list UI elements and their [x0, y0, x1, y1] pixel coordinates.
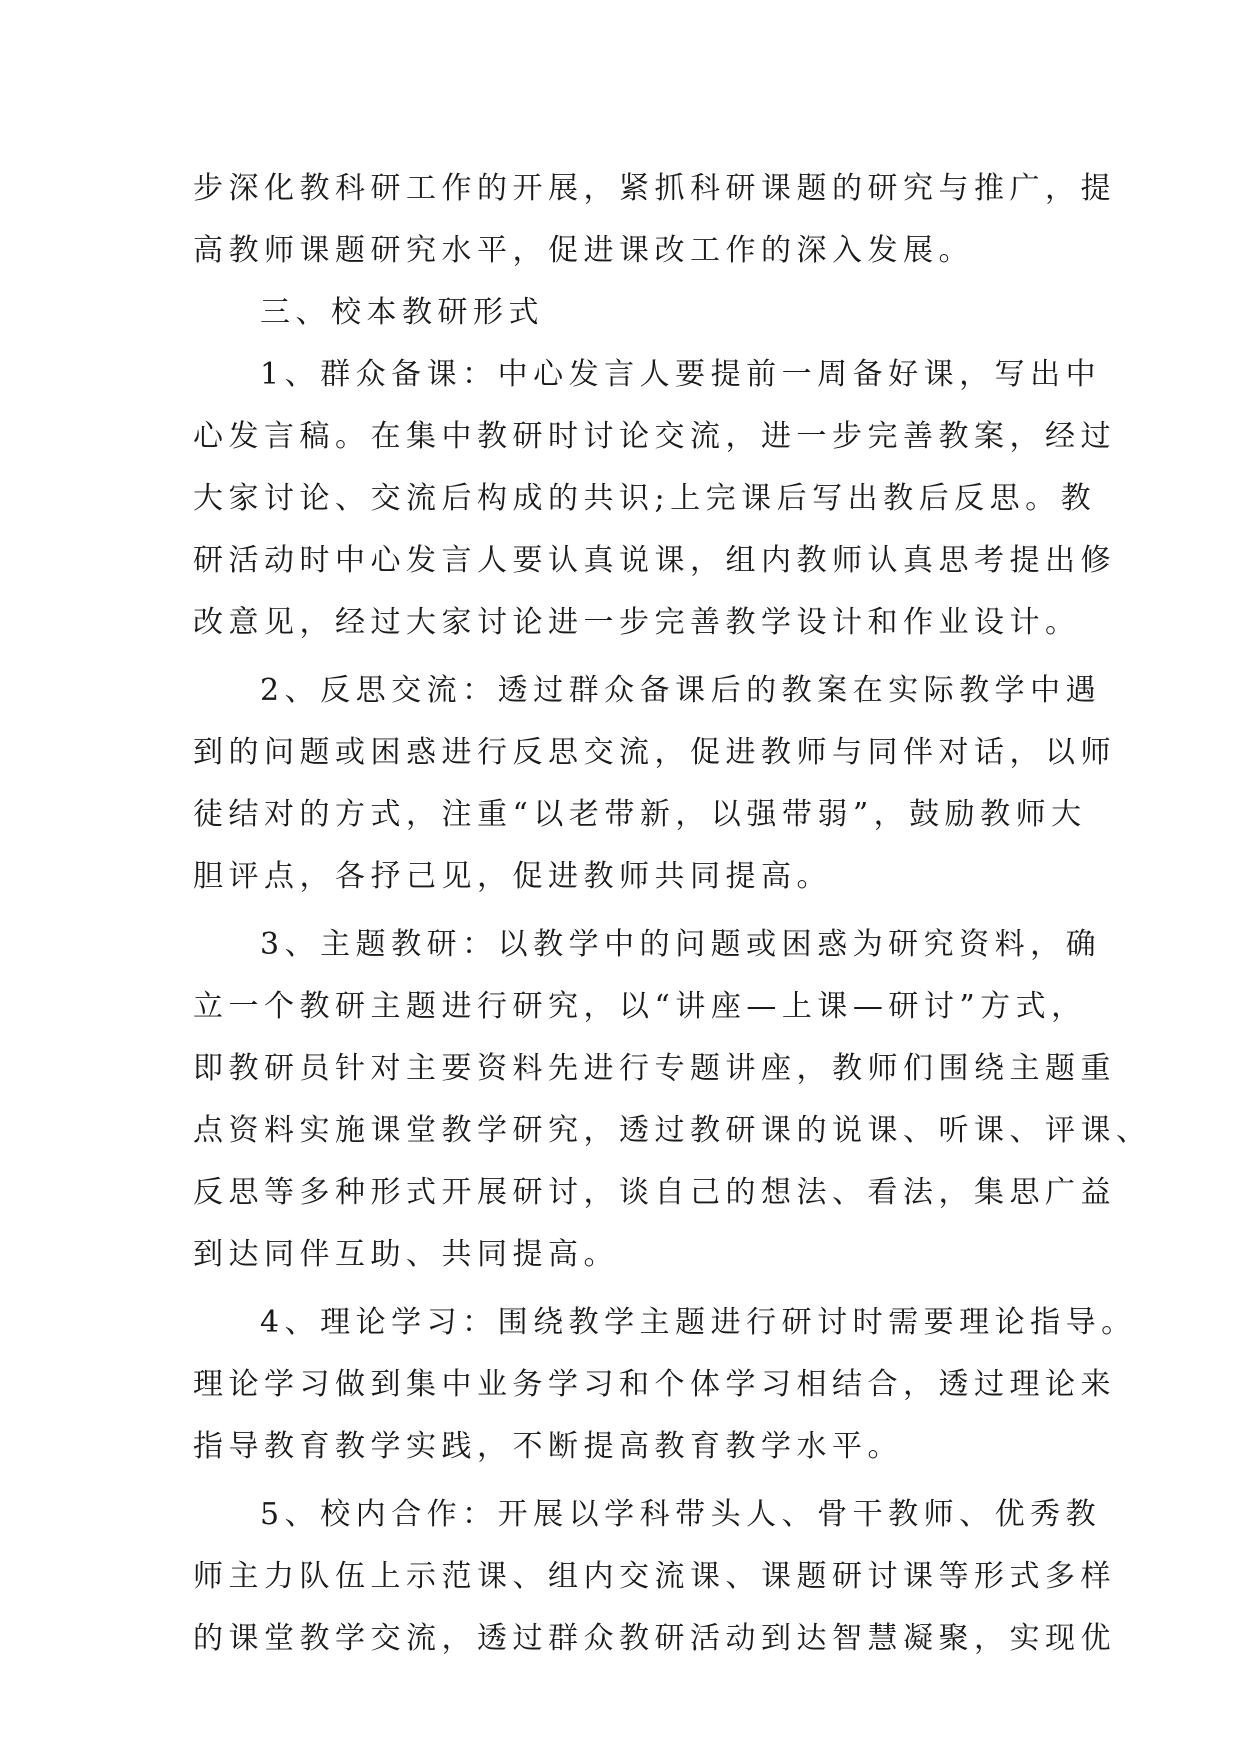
text-line: 胆评点，各抒己见，促进教师共同提高。	[193, 859, 832, 894]
text-line: 2、反思交流：透过群众备课后的教案在实际教学中遇	[260, 673, 1102, 708]
text-line: 立一个教研主题进行研究，以“讲座—上课—研讨”方式，	[193, 989, 1087, 1024]
paragraph-item-1	[193, 344, 1116, 654]
text-line: 到达同伴互助、共同提高。	[193, 1237, 619, 1272]
text-line: 大家讨论、交流后构成的共识;上完课后写出教后反思。教	[193, 481, 1097, 516]
text-line: 5、校内合作：开展以学科带头人、骨干教师、优秀教	[260, 1497, 1102, 1532]
text-line: 反思等多种形式开展研讨，谈自己的想法、看法，集思广益	[193, 1175, 1116, 1210]
paragraph-section-three-heading	[193, 282, 1049, 344]
paragraph-item-3	[193, 914, 1152, 1286]
text-line: 1、群众备课：中心发言人要提前一周备好课，写出中	[260, 357, 1102, 392]
text-line: 点资料实施课堂教学研究，透过教研课的说课、听课、评课、	[193, 1113, 1152, 1148]
text-line: 三、校本教研形式	[260, 295, 544, 330]
text-line: 师主力队伍上示范课、组内交流课、课题研讨课等形式多样	[193, 1559, 1116, 1594]
text-line: 即教研员针对主要资料先进行专题讲座，教师们围绕主题重	[193, 1051, 1116, 1086]
text-line: 研活动时中心发言人要认真说课，组内教师认真思考提出修	[193, 543, 1116, 578]
text-line: 高教师课题研究水平，促进课改工作的深入发展。	[193, 233, 974, 268]
paragraph-item-4	[193, 1292, 1137, 1478]
paragraph-item-2	[193, 660, 1116, 908]
document-body	[193, 158, 1152, 1670]
paragraph-intro-continuation	[193, 158, 1116, 282]
paragraph-item-5	[193, 1484, 1116, 1670]
text-line: 心发言稿。在集中教研时讨论交流，进一步完善教案，经过	[193, 419, 1116, 454]
text-line: 改意见，经过大家讨论进一步完善教学设计和作业设计。	[193, 605, 1081, 640]
text-line: 3、主题教研：以教学中的问题或困惑为研究资料，确	[260, 927, 1102, 962]
text-line: 步深化教科研工作的开展，紧抓科研课题的研究与推广，提	[193, 171, 1116, 206]
text-line: 4、理论学习：围绕教学主题进行研讨时需要理论指导。	[260, 1305, 1137, 1340]
text-line: 徒结对的方式，注重“以老带新，以强带弱”，鼓励教师大	[193, 797, 1087, 832]
text-line: 的课堂教学交流，透过群众教研活动到达智慧凝聚，实现优	[193, 1621, 1116, 1656]
text-line: 指导教育教学实践，不断提高教育教学水平。	[193, 1429, 903, 1464]
text-line: 理论学习做到集中业务学习和个体学习相结合，透过理论来	[193, 1367, 1116, 1402]
text-line: 到的问题或困惑进行反思交流，促进教师与同伴对话，以师	[193, 735, 1116, 770]
